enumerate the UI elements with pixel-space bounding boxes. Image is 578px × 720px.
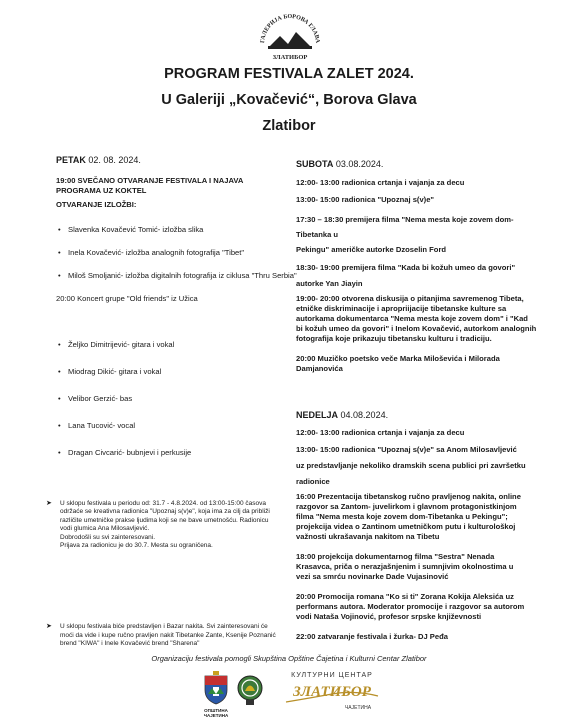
band-member: • Miodrag Dikić- gitara i vokal <box>56 367 578 377</box>
municipality-coat-of-arms-icon <box>202 670 230 706</box>
title-line-1: PROGRAM FESTIVALA ZALET 2024. <box>164 66 414 82</box>
arrow-bullet-icon: ➤ <box>46 500 52 507</box>
concert-heading: 20:00 Koncert grupe "Old friends" iz Užica <box>56 294 198 303</box>
saturday-event: 19:00- 20:00 otvorena diskusija o pitanjima savremenog Tibeta, etničke diskriminacije i apropriijacije tibetanske kulture sa autorkama dokumentarca "Nema mesta koje zovem dom" i "Kad bi kožuh umeo da govori" i Inelom Kovačević, autorkom analognih fotografija koje prikazuju tibetansku kulturu i tradiciju. <box>296 294 537 343</box>
saturday-event: 18:30- 19:00 premijera filma "Kada bi kožuh umeo da govori" autorke Yan Jiayin <box>296 263 516 288</box>
title-line-3: Zlatibor <box>262 118 316 134</box>
band-member: • Velibor Gerzić- bas <box>56 394 578 404</box>
sunday-heading: NEDELJA 04.08.2024. <box>296 410 389 420</box>
band-member: • Željko Dimitrijević- gitara i vokal <box>56 340 578 350</box>
arrow-bullet-icon: ➤ <box>46 623 52 631</box>
sunday-event: 13:00- 15:00 radionica "Upoznaj s(v)e" sa Anom Milosavljević uz predstavljanje nekoliko dramskih scena publici pri završetku radionice <box>296 445 526 486</box>
lion-emblem-icon <box>236 672 264 706</box>
band-member: • Dragan Civcarić- bubnjevi i perkusije <box>56 448 578 458</box>
band-member: • Lana Tucović- vocal <box>56 421 578 431</box>
sunday-event: 22:00 zatvaranje festivala i žurka- DJ Peđa <box>296 632 448 641</box>
friday-heading: PETAK 02. 08. 2024. <box>56 155 141 165</box>
saturday-event: 20:00 Muzičko poetsko veče Marka Miloševića i Milorada Damjanovića <box>296 354 500 373</box>
sunday-event: 12:00- 13:00 radionica crtanja i vajanja za decu <box>296 428 465 437</box>
svg-text:ЗЛАТИБОР: ЗЛАТИБОР <box>272 54 308 61</box>
exhibition-item: • Slavenka Kovačević Tomić- izložba slika <box>56 225 300 235</box>
sunday-event: 18:00 projekcija dokumentarnog filma "Sestra" Nenada Krasavca, priča o nerazjašnjenim i sumnjivim okolnostima u vezi sa smrću novinarke Dade Vujasinović <box>296 552 514 581</box>
saturday-event: 17:30 – 18:30 premijera filma "Nema mesta koje zovem dom- Tibetanka u Pekingu" američke autorke Dzoselin Ford <box>296 215 514 254</box>
bazaar-note: ➤ U sklopu festivala biće predstavljen i Bazar nakita. Svi zainteresovani će moći da vide i kupe ručno pravljen nakit Tibetanke Zante, Ksenije Poznanić brend "KIWA" i Inele Kovačević brend "Sharena" <box>46 623 276 648</box>
municipality-caption: ОПШТИНА ЧАЈЕТИНА <box>203 708 229 718</box>
kulturni-centar-logo <box>280 668 384 712</box>
saturday-event: 12:00- 13:00 radionica crtanja i vajanja za decu <box>296 178 465 187</box>
gallery-logo <box>254 6 326 64</box>
exhibitions-heading: OTVARANJE IZLOŽBI: <box>56 200 137 209</box>
opening-event: 19:00 SVEČANO OTVARANJE FESTIVALA I NAJAVA PROGRAMA UZ KOKTEL <box>56 176 244 195</box>
workshop-note: ➤ U sklopu festivala u periodu od: 31.7 - 4.8.2024. od 13:00-15:00 časova održaće se kreativna radionica "Upoznaj s(v)e", koja ima za cilj da približi različite umetničke prakse ljudima koji se ne bave umetnošću. Radionicu vodi glumica Ana Milosavljević. Dobrodošli su svi zainteresovani. Prijava za radionicu je do 30.7. Mesta su ograničena. <box>46 500 270 550</box>
exhibition-item: • Miloš Smoljanić- izložba digitalnih fotografija iz ciklusa "Thru Serbia" <box>56 271 300 281</box>
exhibition-item: • Inela Kovačević- izložba analognih fotografija "Tibet" <box>56 248 300 258</box>
svg-text:ЧАЈЕТИНА: ЧАЈЕТИНА <box>344 705 372 711</box>
title-line-2: U Galeriji „Kovačević“, Borova Glava <box>161 92 417 108</box>
saturday-event: 13:00- 15:00 radionica "Upoznaj s(v)e" <box>296 195 435 204</box>
sunday-event: 20:00 Promocija romana "Ko si ti" Zorana Kokija Aleksića uz performans autora. Moderator promocije i razgovor sa autorom vodi Nataša Vojinović, profesor srpske književnosti <box>296 592 525 621</box>
svg-text:ЗЛАТИБОР: ЗЛАТИБОР <box>293 684 371 700</box>
svg-text:ГАЛЕРИЈА БОРОВА ГЛАВА: ГАЛЕРИЈА БОРОВА ГЛАВА <box>259 13 321 44</box>
sunday-event: 16:00 Prezentacija tibetanskog ručno pravljenog nakita, online razgovor sa Zantom- juvelirkom i glavnom protagonistkinjom filma "Nema mesta koje zovem dom-Tibetanka u Pekingu"; projekcija videa o Zantinom umetničkom putu i kulturološkoj važnosti ukrašavanja nakitom na Tibetu <box>296 492 521 541</box>
sponsors-note: Organizaciju festivala pomogli Skupština Opštine Čajetina i Kulturni Centar Zlatibor <box>151 654 427 663</box>
svg-text:КУЛТУРНИ ЦЕНТАР: КУЛТУРНИ ЦЕНТАР <box>291 672 373 679</box>
saturday-heading: SUBOTA 03.08.2024. <box>296 159 384 169</box>
